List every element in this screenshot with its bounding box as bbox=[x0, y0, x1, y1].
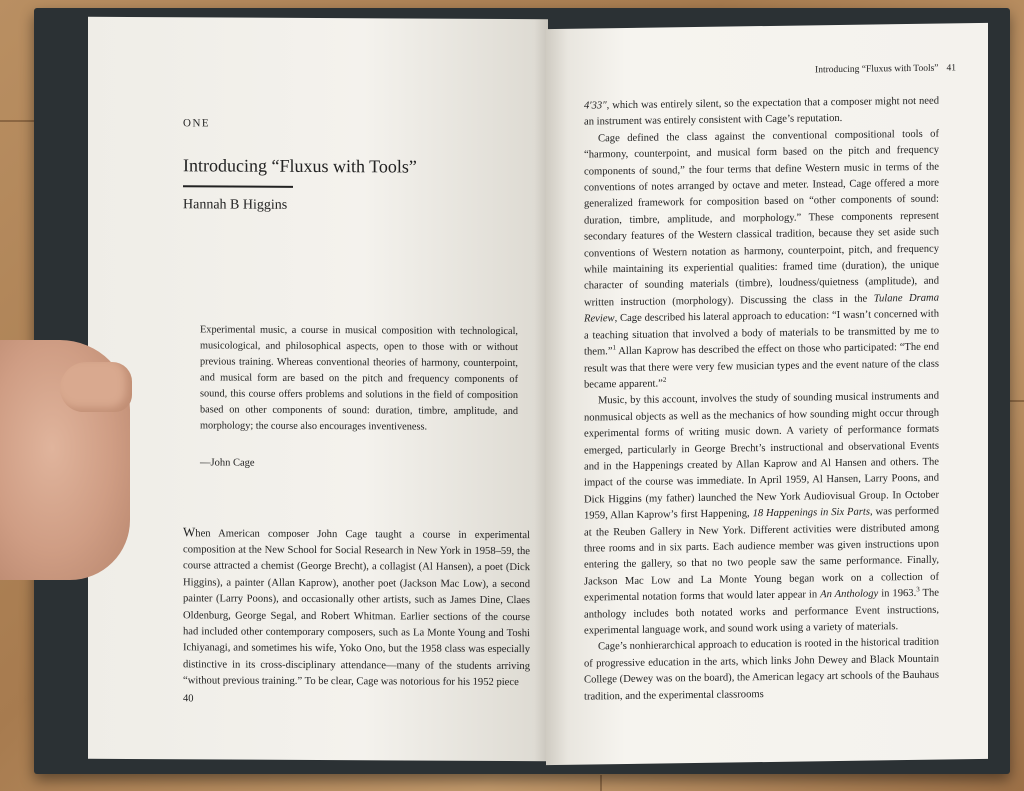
body-paragraph: When American composer John Cage taught a course in experimental composition at the New School for Social Research in New York in 1958–59, the course attracted a chemist (George Brecht), a collagist (Al Hansen), a poet (Dick Higgins), a painter (Allan Kaprow), another poet (Jackson Mac Low), a second painter (Larry Poons), and occasionally other artists, such as James Dine, Claes Oldenburg, George Segal, and Robert Whitman. Earlier sections of the course had included other contemporary composers, such as La Monte Young and Toshi Ichiyanagi, and sometimes his wife, Yoko Ono, but the 1958 class was especially distinctive in its cross-disciplinary attendance—many of the students arriving “without previous training.” To be clear, Cage was notorious for his 1952 piece bbox=[183, 523, 530, 689]
footnote-marker[interactable]: 1 bbox=[612, 343, 617, 352]
body-paragraph: Music, by this account, involves the study of sounding musical instruments and nonmusical objects as well as the mechanics of how sounding might occur through experimental forms of writing music down. A variety of performance formats emerged, particularly in George Brecht’s instructional and observational Events and in the Happenings created by Allan Kaprow and Al Hansen and others. The impact of the course was immediate. In April 1959, Al Hansen, Larry Poons, and Dick Higgins (my father) launched the New York Audiovisual Group. In October 1959, Allan Kaprow’s first Happening, 18 Happenings in Six Parts, was performed at the Reuben Gallery in New York. Different activities were distributed among three rooms and in six parts. Each audience member was given instructions upon entering the gallery, so that no two people saw the same performance. Finally, Jackson Mac Low and La Monte Young began work on a collection of experimental notation forms that would later appear in An Anthology in 1963.$^3$ The anthology includes both notated works and performance Event instructions, experimental language work, and sound work using a variety of materials. bbox=[584, 390, 939, 637]
right-page bbox=[546, 23, 988, 765]
page-number: 41 bbox=[946, 63, 956, 74]
chapter-title: Introducing “Fluxus with Tools” bbox=[183, 155, 417, 177]
reader-thumb bbox=[60, 362, 132, 412]
footnote-marker[interactable]: 2 bbox=[662, 375, 667, 384]
footnote-marker[interactable]: 3 bbox=[916, 585, 920, 594]
body-paragraph: Cage defined the class against the conventional compositional tools of “harmony, counterpoint, and musical form based on the pitch and frequency components of sound,” the four terms that define Western music in terms of the conventions of notes arranged by octave and meter. Instead, Cage offered a more generalized framework for composition based on “other components of sound: duration, timbre, amplitude, and morphology.” These components represent secondary features of the Western classical tradition, because they set aside such conventions of Western notation as harmony, counterpoint, pitch, and frequency while maintaining its experiential qualities: framed time (duration), the unique character of sounding materials (timbre), loudness/quietness (amplitude), and written instruction (morphology). Discussing the class in the Tulane Drama Review, Cage described his lateral approach to education: “I wasn’t concerned with a teaching situation that involved a body of materials to be transmitted by me to them.”$^1$ Allan Kaprow has described the effect on those who participated: “The end result was that there were very few musician types and the event nature of the class became apparent.”$^2$ bbox=[584, 128, 940, 391]
chapter-author: Hannah B Higgins bbox=[183, 197, 288, 213]
running-head bbox=[815, 63, 956, 75]
right-body-text bbox=[584, 94, 939, 706]
work-title: 18 Happenings in Six Parts bbox=[752, 506, 870, 520]
epigraph-attribution: —John Cage bbox=[200, 457, 255, 469]
left-body-text bbox=[183, 513, 530, 705]
work-title: 4′33″ bbox=[584, 100, 607, 112]
work-title: An Anthology bbox=[820, 588, 879, 601]
running-head-title: Introducing “Fluxus with Tools” bbox=[815, 63, 939, 76]
body-paragraph: 4′33″, which was entirely silent, so the expectation that a composer might not need an instrument was entirely consistent with Cage’s reputation. bbox=[584, 95, 939, 128]
title-rule bbox=[183, 185, 293, 188]
epigraph: Experimental music, a course in musical composition with technological, musicological, and philosophical aspects, open to those with or without previous training. Whereas conventional theories of harmony, counterpoint, and musical form are based on the pitch and frequency components of sound, this course offers problems and solutions in the field of composition based on other components of sound: duration, timbre, amplitude, and morphology; the course also encourages inventiveness. bbox=[200, 324, 518, 433]
floor-seam bbox=[600, 775, 602, 791]
page-number: 40 bbox=[183, 693, 194, 705]
body-paragraph: Cage’s nonhierarchical approach to education is rooted in the historical tradition of progressive education in the arts, which links John Dewey and Black Mountain College (Dewey was on the board), the American legacy art schools of the Bauhaus tradition, and the experimental classrooms bbox=[584, 637, 939, 703]
journal-title: Tulane Drama Review bbox=[584, 292, 940, 325]
chapter-number: ONE bbox=[183, 117, 211, 130]
left-page bbox=[88, 17, 548, 761]
